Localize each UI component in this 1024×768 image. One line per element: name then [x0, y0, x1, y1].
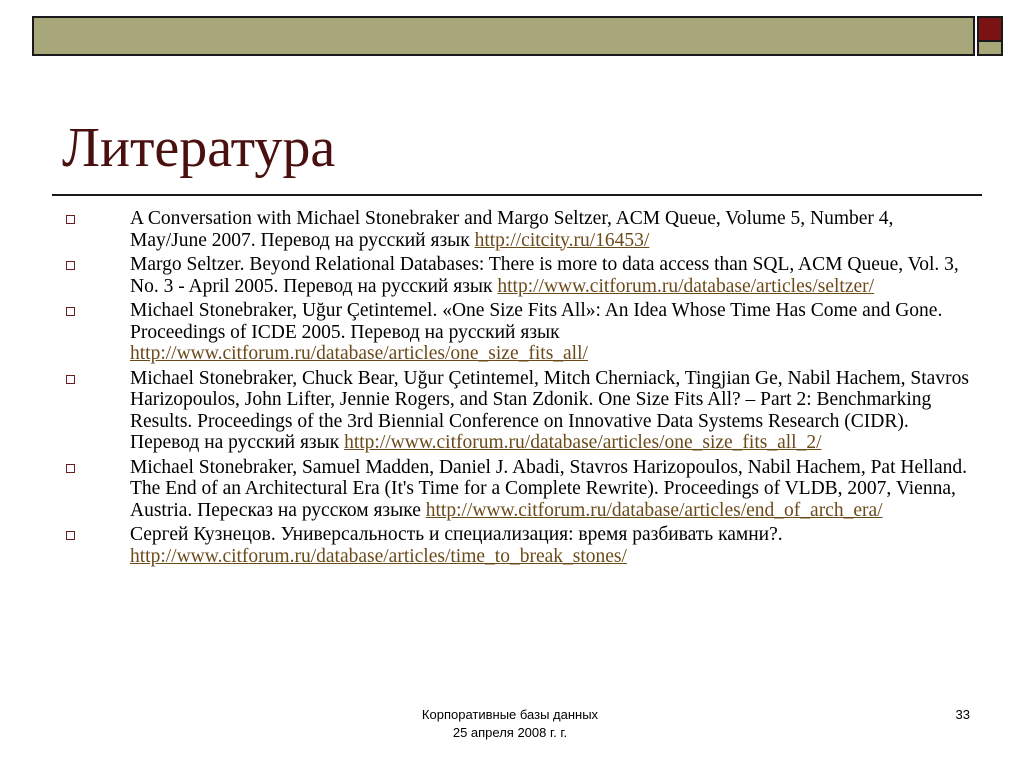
square-bullet-icon — [66, 531, 75, 540]
reference-link[interactable]: http://www.citforum.ru/database/articles/one_size_fits_all/ — [130, 343, 588, 364]
page-number: 33 — [955, 707, 970, 722]
reference-link[interactable]: http://citcity.ru/16453/ — [474, 229, 650, 251]
reference-link[interactable]: http://www.citforum.ru/database/articles/end_of_arch_era/ — [425, 499, 883, 521]
top-decorative-bar — [32, 16, 975, 56]
slide-title: Литература — [62, 117, 336, 179]
reference-text: Margo Seltzer. Beyond Relational Databases: There is more to data access than SQL, ACM Queue, Vol. 3, No. 3 - April 2005. Перевод на русский язык — [130, 254, 959, 297]
reference-text: Michael Stonebraker, Chuck Bear, Uğur Çetintemel, Mitch Cherniack, Tingjian Ge, Nabil Hachem, Stavros Harizopoulos, John Lifter, Jennie Rogers, and Stan Zdonik. One Size Fits All? – Part 2: Benchmarking Results. Proceedings of the 3rd Biennial Conference on Innovative Data Systems Research (CIDR). Перевод на русский язык — [130, 367, 969, 453]
list-item — [64, 457, 974, 522]
reference-link[interactable]: http://www.citforum.ru/database/articles/seltzer/ — [497, 275, 875, 297]
list-item — [64, 524, 974, 567]
top-accent-square — [977, 16, 1003, 42]
square-bullet-icon — [66, 307, 75, 316]
footer-course-title: Корпоративные базы данных — [421, 707, 599, 722]
square-bullet-icon — [66, 464, 75, 473]
list-item — [64, 208, 974, 251]
list-item — [64, 368, 974, 454]
square-bullet-icon — [66, 261, 75, 270]
list-item — [64, 254, 974, 297]
reference-text: Michael Stonebraker, Uğur Çetintemel. «One Size Fits All»: An Idea Whose Time Has Come and Gone. Proceedings of ICDE 2005. Перевод на русский язык — [130, 300, 943, 343]
square-bullet-icon — [66, 215, 75, 224]
slide-footer — [380, 706, 640, 742]
footer-date: 25 апреля 2008 г. г. — [452, 725, 568, 740]
reference-link[interactable]: http://www.citforum.ru/database/articles/time_to_break_stones/ — [130, 545, 627, 567]
reference-list — [64, 208, 974, 570]
reference-text: Michael Stonebraker, Samuel Madden, Daniel J. Abadi, Stavros Harizopoulos, Nabil Hachem, Pat Helland. The End of an Architectural Era (It's Time for a Complete Rewrite). Proceedings of VLDB, 2007, Vienna, Austria. Пересказ на русском языке — [130, 456, 967, 521]
side-decorative-square — [977, 42, 1003, 56]
reference-text: A Conversation with Michael Stonebraker and Margo Seltzer, ACM Queue, Volume 5, Number 4, May/June 2007. Перевод на русский язык — [130, 208, 894, 251]
square-bullet-icon — [66, 375, 75, 384]
list-item — [64, 300, 974, 365]
reference-text: Сергей Кузнецов. Универсальность и специализация: время разбивать камни?. — [130, 524, 783, 545]
title-divider — [52, 194, 982, 196]
reference-link[interactable]: http://www.citforum.ru/database/articles/one_size_fits_all_2/ — [344, 432, 822, 453]
